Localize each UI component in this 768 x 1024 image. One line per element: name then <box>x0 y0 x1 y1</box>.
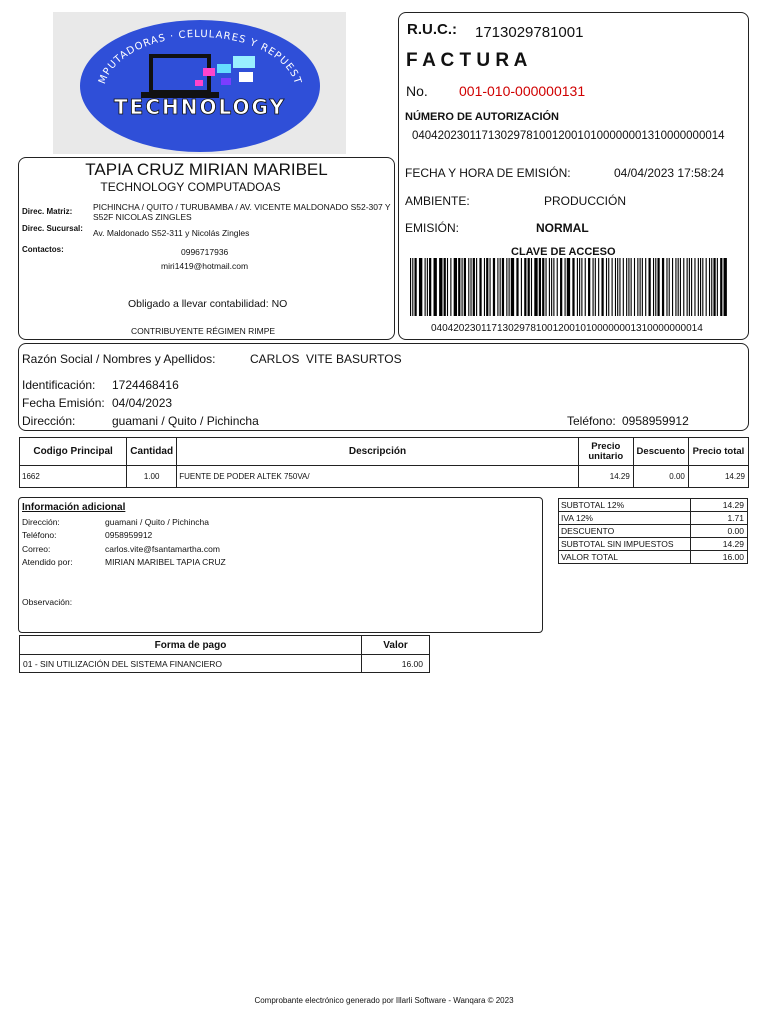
accounting-obligation: Obligado a llevar contabilidad: NO <box>128 298 288 310</box>
authorization-number: 0404202301171302978100120010100000001310000000014 <box>412 130 725 142</box>
payment-method: 01 - SIN UTILIZACIÓN DEL SISTEMA FINANCIERO <box>20 655 362 673</box>
item-total: 14.29 <box>688 466 748 488</box>
access-key-barcode <box>410 258 730 318</box>
emission-label: EMISIÓN: <box>405 221 460 235</box>
issuer-box <box>18 157 395 340</box>
totals-row <box>559 551 748 564</box>
environment-value: PRODUCCIÓN <box>544 194 627 208</box>
customer-id: 1724468416 <box>112 378 179 392</box>
payment-header-value: Valor <box>362 636 430 655</box>
additional-address: guamani / Quito / Pichincha <box>105 517 209 527</box>
invoice-header-box <box>398 12 749 340</box>
issuer-trade-name: TECHNOLOGY COMPUTADOAS <box>100 180 281 194</box>
logo-brand-text: TECHNOLOGY <box>114 95 286 119</box>
item-desc: FUENTE DE PODER ALTEK 750VA/ <box>177 466 579 488</box>
item-code: 1662 <box>20 466 127 488</box>
customer-name: CARLOS VITE BASURTOS <box>250 352 402 366</box>
customer-phone-label: Teléfono: <box>567 414 616 428</box>
payment-value: 16.00 <box>362 655 430 673</box>
item-unit-price: 14.29 <box>578 466 633 488</box>
invoice-title: F A C T U R A <box>406 50 528 71</box>
contacts-label: Contactos: <box>22 245 64 254</box>
additional-email-label: Correo: <box>22 544 51 554</box>
customer-id-label: Identificación: <box>22 378 96 392</box>
logo-arc-text: MPUTADORAS · CELULARES Y REPUEST <box>97 28 304 87</box>
invoice-number: 001-010-000000131 <box>459 83 586 99</box>
customer-name-label: Razón Social / Nombres y Apellidos: <box>22 352 216 366</box>
total-value: 16.00 <box>691 551 748 564</box>
payment-table <box>19 635 430 673</box>
footer-text: Comprobante electrónico generado por Illarli Software - Wanqara © 2023 <box>254 996 514 1005</box>
ruc-label: R.U.C.: <box>407 21 457 38</box>
items-table <box>19 437 749 488</box>
additional-info-title: Información adicional <box>22 502 126 513</box>
customer-address: guamani / Quito / Pichincha <box>112 414 259 428</box>
additional-attended-label: Atendido por: <box>22 557 73 567</box>
matrix-address: PICHINCHA / QUITO / TURUBAMBA / AV. VICENTE MALDONADO S52-307 Y S52F NICOLAS ZINGLES <box>93 202 391 222</box>
totals-table <box>558 498 748 564</box>
authorization-label: NÚMERO DE AUTORIZACIÓN <box>405 111 559 123</box>
emission-date-customer-label: Fecha Emisión: <box>22 396 105 410</box>
matrix-address-label: Direc. Matriz: <box>22 207 73 216</box>
payment-header-method: Forma de pago <box>20 636 362 655</box>
items-header-discount: Descuento <box>633 438 688 466</box>
table-row <box>20 655 430 673</box>
customer-phone: 0958959912 <box>622 414 689 428</box>
company-logo <box>53 12 346 154</box>
emission-date-customer: 04/04/2023 <box>112 396 173 410</box>
table-row <box>20 466 749 488</box>
issuer-email: miri1419@hotmail.com <box>161 261 249 271</box>
invoice-number-label: No. <box>406 83 428 99</box>
items-header-code: Codigo Principal <box>20 438 127 466</box>
totals-row <box>559 525 748 538</box>
additional-info-box <box>18 497 543 633</box>
iva-label: IVA 12% <box>559 512 691 525</box>
subtotal-12-value: 14.29 <box>691 499 748 512</box>
total-label: VALOR TOTAL <box>559 551 691 564</box>
totals-row <box>559 512 748 525</box>
items-header-unit: Precio unitario <box>578 438 633 466</box>
additional-phone-label: Teléfono: <box>22 530 57 540</box>
item-discount: 0.00 <box>633 466 688 488</box>
observation-label: Observación: <box>22 597 73 607</box>
customer-address-label: Dirección: <box>22 414 76 428</box>
subtotal-no-tax-value: 14.29 <box>691 538 748 551</box>
subtotal-12-label: SUBTOTAL 12% <box>559 499 691 512</box>
subtotal-no-tax-label: SUBTOTAL SIN IMPUESTOS <box>559 538 691 551</box>
environment-label: AMBIENTE: <box>405 194 470 208</box>
tax-regime: CONTRIBUYENTE RÉGIMEN RIMPE <box>131 326 276 336</box>
additional-phone: 0958959912 <box>105 530 153 540</box>
emission-date: 04/04/2023 17:58:24 <box>614 166 725 180</box>
items-header-desc: Descripción <box>177 438 579 466</box>
item-qty: 1.00 <box>127 466 177 488</box>
ruc-value: 1713029781001 <box>475 24 584 41</box>
additional-attended: MIRIAN MARIBEL TAPIA CRUZ <box>105 557 226 567</box>
items-header-total: Precio total <box>688 438 748 466</box>
discount-label: DESCUENTO <box>559 525 691 538</box>
branch-address-label: Direc. Sucursal: <box>22 224 83 233</box>
iva-value: 1.71 <box>691 512 748 525</box>
emission-value: NORMAL <box>536 221 589 235</box>
branch-address: Av. Maldonado S52-311 y Nicolás Zingles <box>93 228 250 238</box>
issuer-name: TAPIA CRUZ MIRIAN MARIBEL <box>85 160 328 179</box>
additional-email: carlos.vite@fsantamartha.com <box>105 544 220 554</box>
issuer-phone: 0996717936 <box>181 247 229 257</box>
totals-row <box>559 538 748 551</box>
access-key-number: 0404202301171302978100120010100000001310000000014 <box>431 323 703 334</box>
totals-row <box>559 499 748 512</box>
items-header-qty: Cantidad <box>127 438 177 466</box>
additional-address-label: Dirección: <box>22 517 60 527</box>
access-key-label: CLAVE DE ACCESO <box>511 246 616 258</box>
customer-box <box>18 343 749 431</box>
emission-date-label: FECHA Y HORA DE EMISIÓN: <box>405 166 571 180</box>
discount-value: 0.00 <box>691 525 748 538</box>
